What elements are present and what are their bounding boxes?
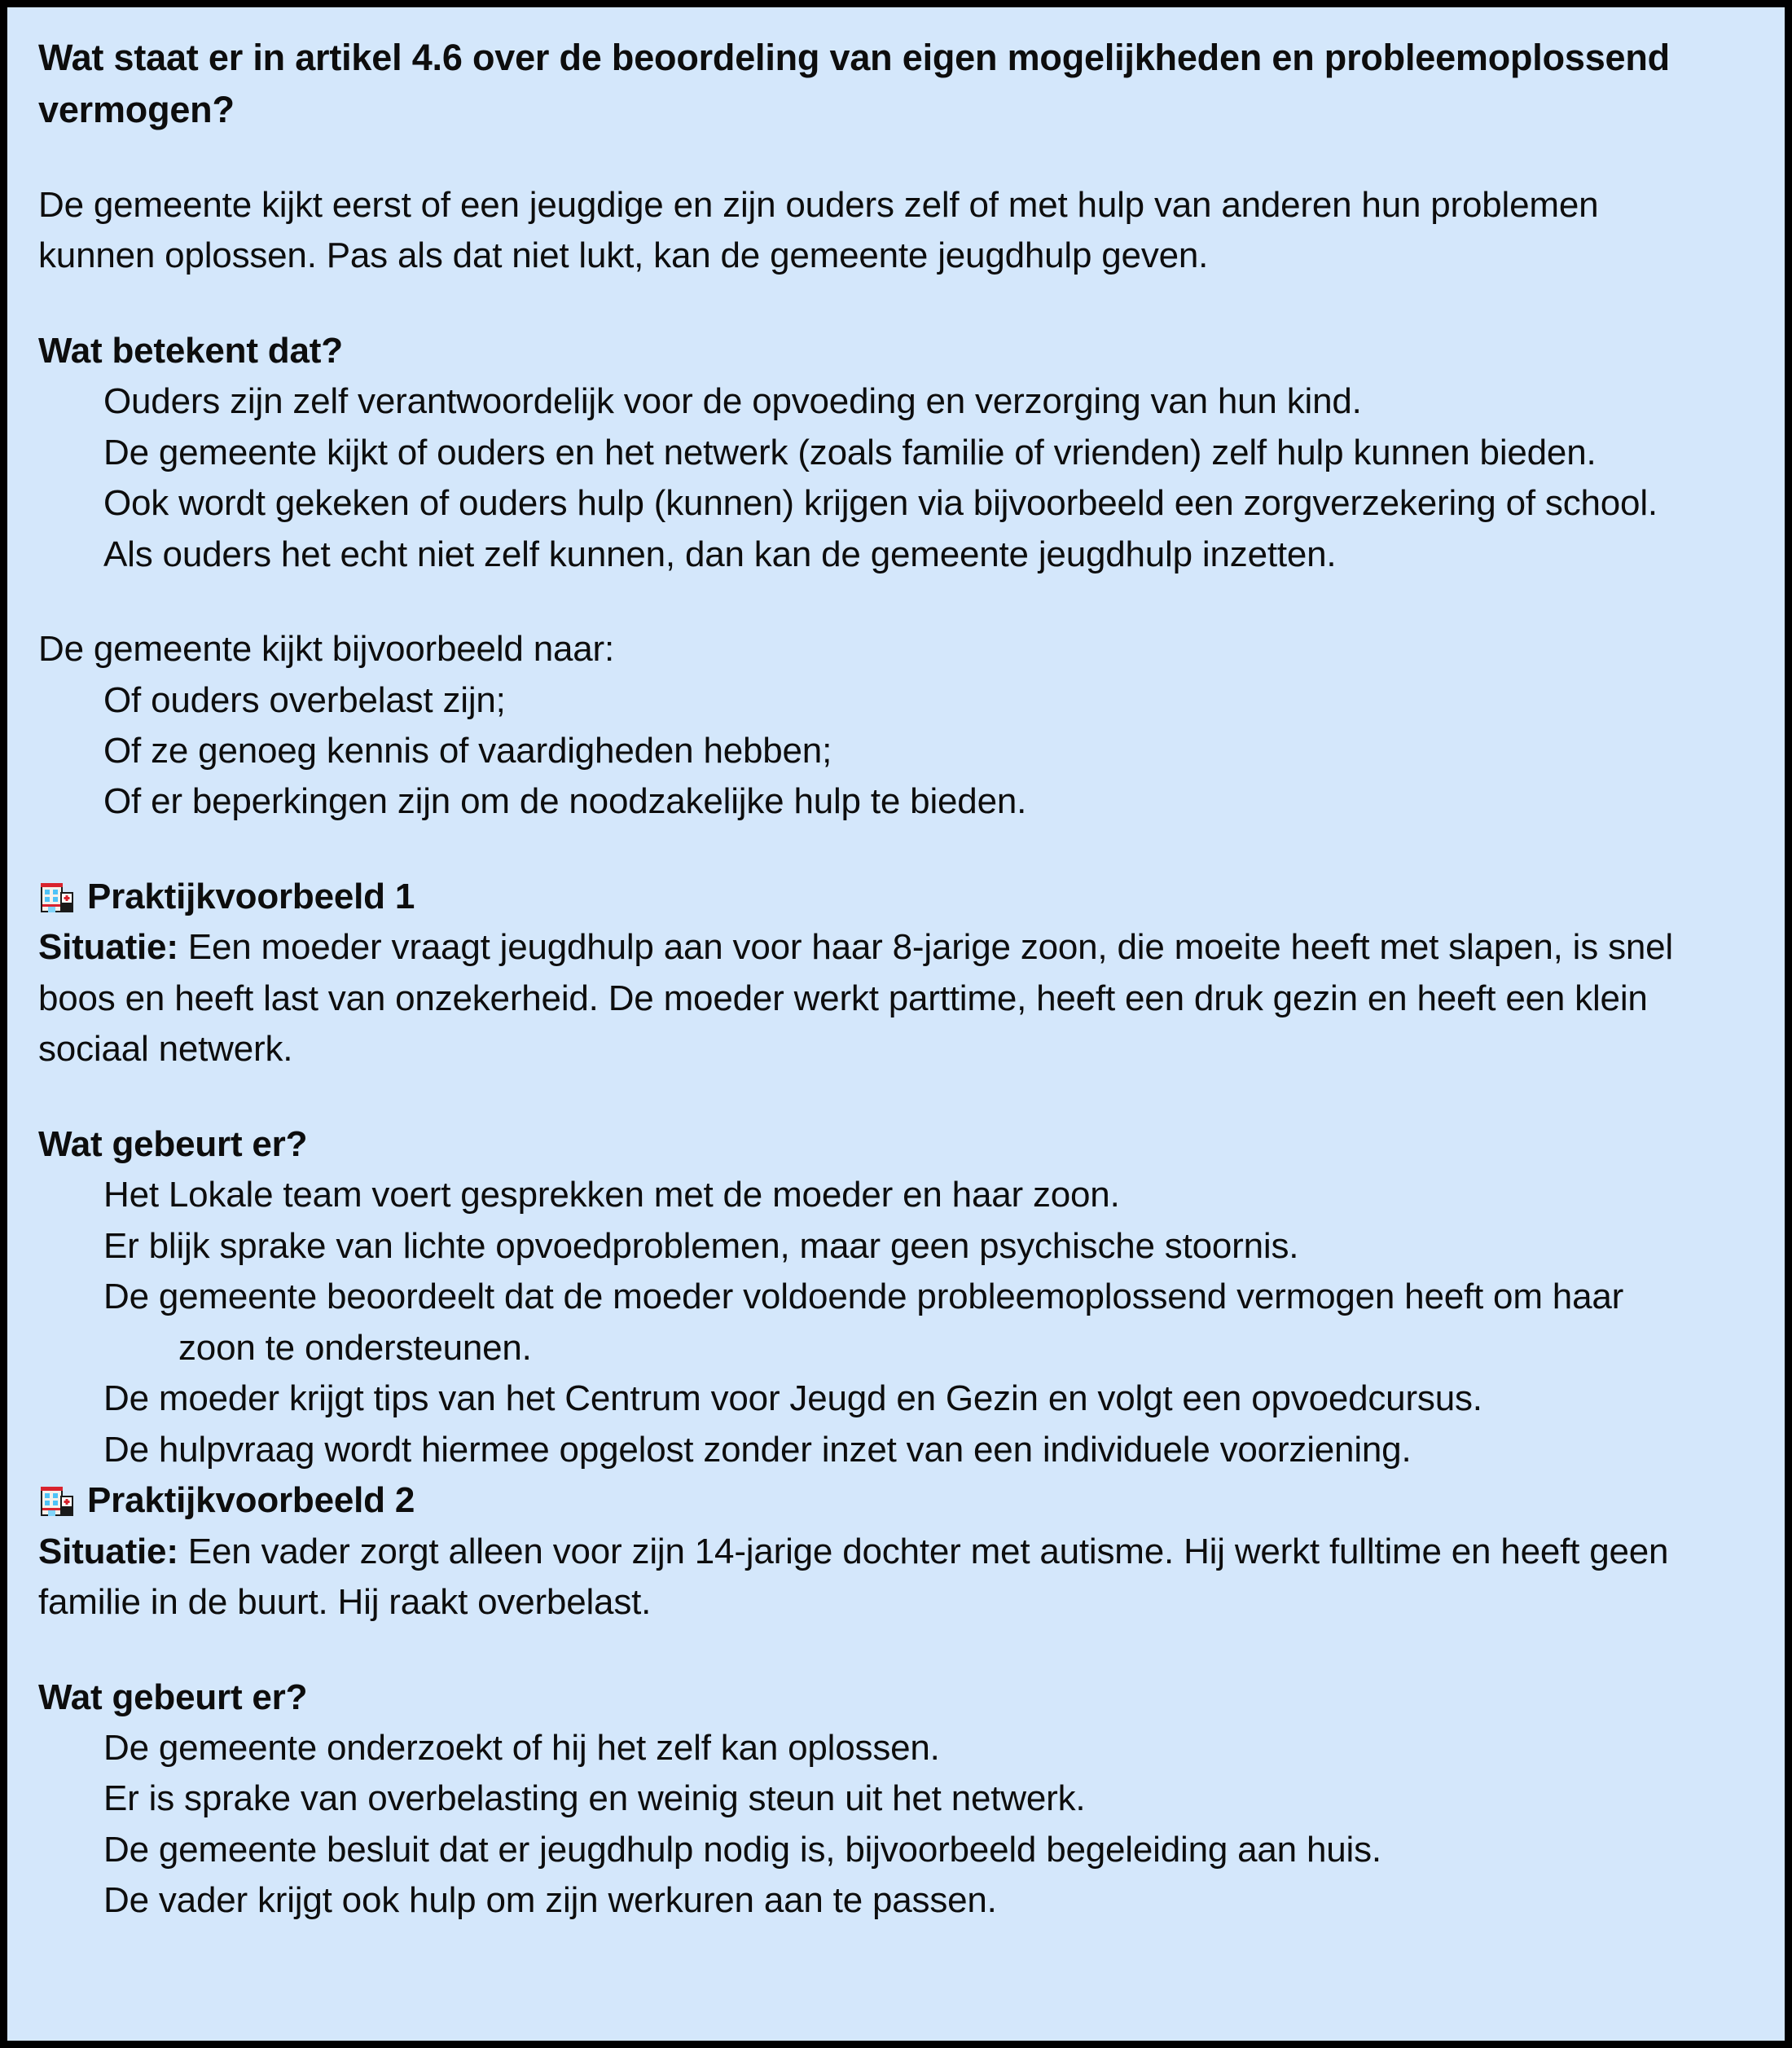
spacer — [38, 136, 1754, 180]
list-item: De hulpvraag wordt hiermee opgelost zonder inzet van een individuele voorziening. — [103, 1429, 1412, 1470]
example-2-situation — [38, 1527, 1692, 1628]
spacer — [38, 828, 1754, 872]
example-2-heading — [38, 1475, 1754, 1526]
list-item: Of ze genoeg kennis of vaardigheden hebben; — [103, 731, 832, 771]
list-item: Of ouders overbelast zijn; — [103, 679, 506, 720]
situation-text: Een moeder vraagt jeugdhulp aan voor haar 8-jarige zoon, die moeite heeft met slapen, is snel boos en heeft last van onzekerheid. De moeder werkt parttime, heeft een druk gezin en heeft een klein sociaal netwerk. — [38, 927, 1673, 1070]
spacer — [38, 1628, 1754, 1672]
situation-label: Situatie: — [38, 927, 178, 968]
hospital-icon — [38, 878, 76, 916]
list-item: Als ouders het echt niet zelf kunnen, dan kan de gemeente jeugdhulp inzetten. — [103, 534, 1337, 574]
list-item: Er blijk sprake van lichte opvoedproblemen, maar geen psychische stoornis. — [103, 1225, 1299, 1266]
list-item: Of er beperkingen zijn om de noodzakelijke hulp te bieden. — [103, 781, 1027, 822]
list-item: Er is sprake van overbelasting en weinig steun uit het netwerk. — [103, 1778, 1086, 1819]
intro-paragraph: De gemeente kijkt eerst of een jeugdige en zijn ouders zelf of met hulp van anderen hun problemen kunnen oplossen. Pas als dat niet lukt, kan de gemeente jeugdhulp geven. — [38, 184, 1599, 276]
example-2-label: Praktijkvoorbeeld 2 — [87, 1480, 415, 1521]
list-item: De gemeente onderzoekt of hij het zelf kan oplossen. — [103, 1727, 940, 1768]
criteria-lead: De gemeente kijkt bijvoorbeeld naar: — [38, 629, 614, 670]
list-item: De vader krijgt ook hulp om zijn werkuren aan te passen. — [103, 1880, 997, 1921]
list-example-1-what-happens — [38, 1170, 1754, 1475]
list-example-2-what-happens — [38, 1723, 1754, 1927]
page-title: Wat staat er in artikel 4.6 over de beoordeling van eigen mogelijkheden en probleemoplossend vermogen? — [38, 37, 1670, 130]
list-wat-betekent-dat — [38, 376, 1754, 580]
list-item-line-2: zoon te ondersteunen. — [178, 1327, 532, 1368]
situation-label: Situatie: — [38, 1531, 178, 1571]
spacer — [38, 282, 1754, 326]
list-item: De gemeente besluit dat er jeugdhulp nodig is, bijvoorbeeld begeleiding aan huis. — [103, 1829, 1381, 1870]
example-1-heading — [38, 872, 1754, 922]
list-item: Ouders zijn zelf verantwoordelijk voor de opvoeding en verzorging van hun kind. — [103, 381, 1362, 422]
spacer — [38, 1075, 1754, 1119]
situation-text: Een vader zorgt alleen voor zijn 14-jarige dochter met autisme. Hij werkt fulltime en heeft geen familie in de buurt. Hij raakt overbelast. — [38, 1531, 1669, 1623]
example-1-situation — [38, 922, 1692, 1075]
list-item: Ook wordt gekeken of ouders hulp (kunnen) krijgen via bijvoorbeeld een zorgverzekering of school. — [103, 483, 1658, 524]
list-item-line-1: De gemeente beoordeelt dat de moeder voldoende probleemoplossend vermogen heeft om haar — [103, 1277, 1624, 1317]
hospital-icon — [38, 1482, 76, 1519]
list-item — [103, 1272, 1716, 1373]
spacer — [38, 580, 1754, 624]
heading-wat-betekent-dat: Wat betekent dat? — [38, 330, 343, 371]
example-1-what-happens-heading: Wat gebeurt er? — [38, 1123, 308, 1164]
example-2-what-happens-heading: Wat gebeurt er? — [38, 1677, 308, 1717]
list-item: Het Lokale team voert gesprekken met de moeder en haar zoon. — [103, 1175, 1120, 1215]
example-1-label: Praktijkvoorbeeld 1 — [87, 876, 415, 916]
list-item: De gemeente kijkt of ouders en het netwerk (zoals familie of vrienden) zelf hulp kunnen bieden. — [103, 432, 1597, 472]
list-criteria — [38, 675, 1754, 828]
list-item: De moeder krijgt tips van het Centrum voor Jeugd en Gezin en volgt een opvoedcursus. — [103, 1378, 1482, 1419]
